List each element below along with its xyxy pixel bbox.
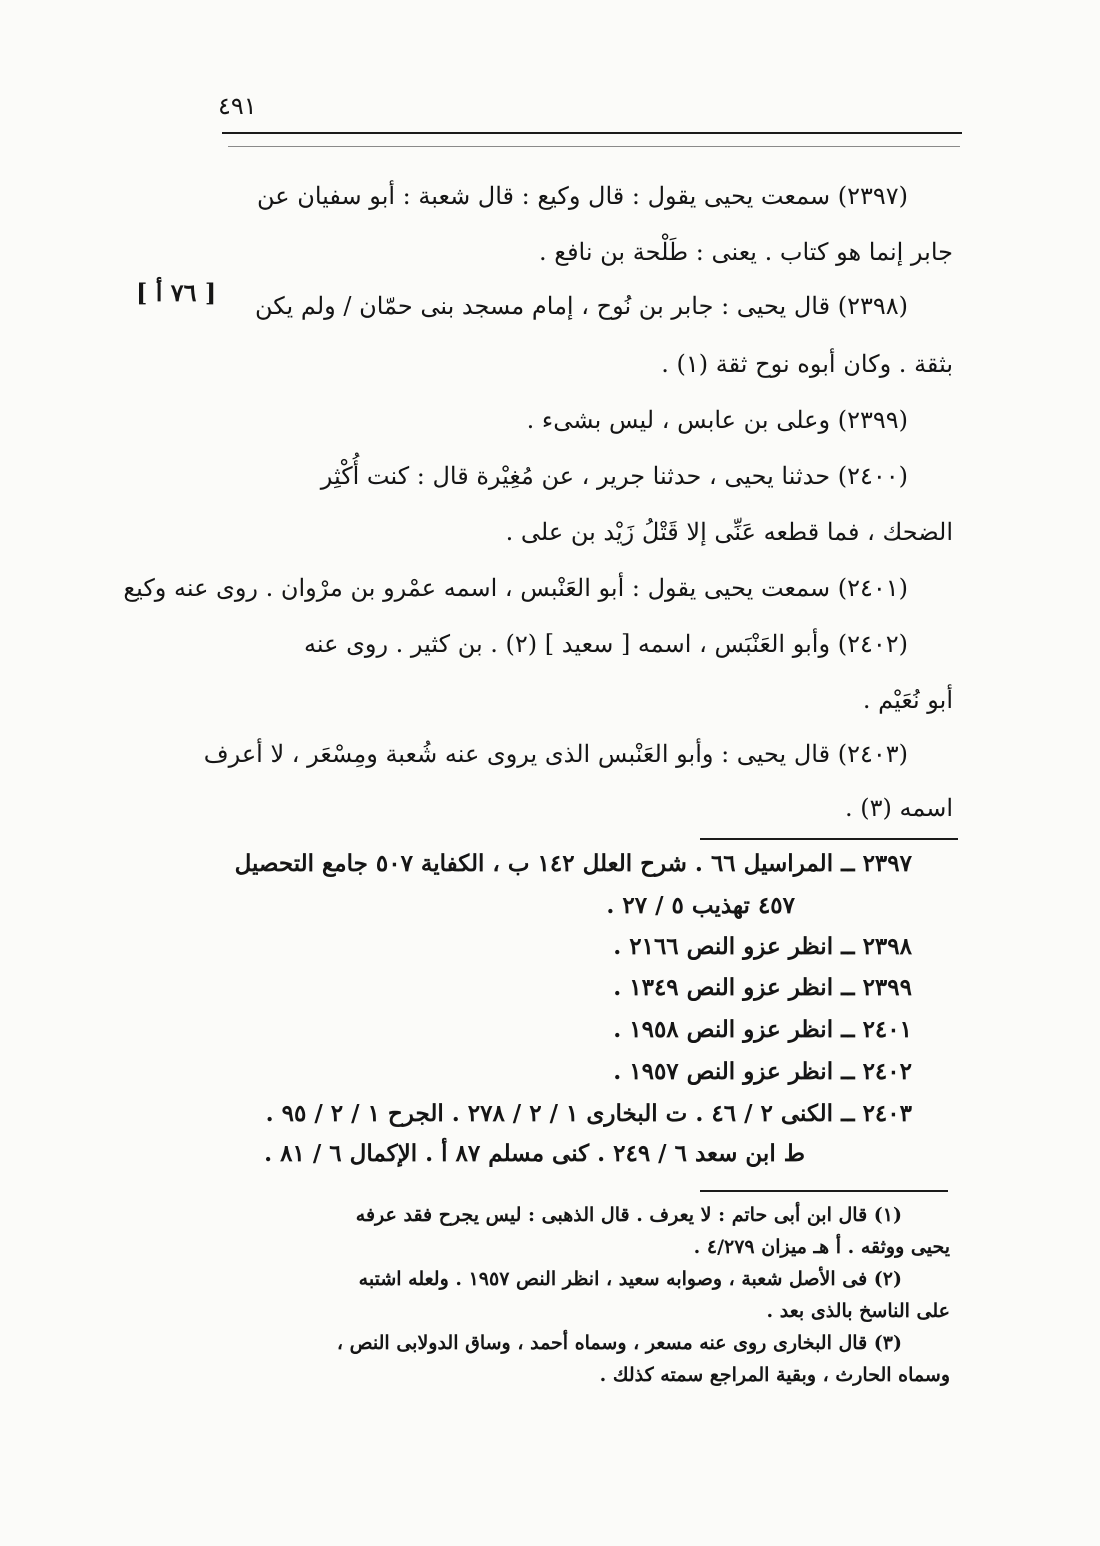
entry-2398-line-1: (٢٣٩٨) قال يحيى : جابر بن نُوح ، إمام مسجد بنى حمّان / ولم يكن (255, 292, 908, 320)
entry-2402-line-2: أبو نُعَيْم . (862, 686, 953, 714)
entry-2402-line-1: (٢٤٠٢) وأبو العَنْبَس ، اسمه [ سعيد ] (٢) . بن كثير . روى عنه (304, 630, 908, 658)
entry-2400-line-2: الضحك ، فما قطعه عَنِّى إلا قَتْلُ زَيْد بن على . (505, 518, 953, 546)
reference-line: ٢٣٩٩ ــ انظر عزو النص ١٣٤٩ . (613, 974, 912, 1001)
reference-line: ٢٣٩٧ ــ المراسيل ٦٦ . شرح العلل ١٤٢ ب ، الكفاية ٥٠٧ جامع التحصيل (234, 850, 912, 877)
footnote-1-line-2: يحيى ووثقه . أ هـ ميزان ٤/٢٧٩ . (693, 1236, 950, 1258)
entry-2397-line-2: جابر إنما هو كتاب . يعنى : طَلْحة بن نافع . (539, 238, 953, 266)
footnote-1-line-1: (١) قال ابن أبى حاتم : لا يعرف . قال الذهبى : ليس يجرح فقد عرفه (355, 1204, 902, 1226)
footnotes-rule (700, 1190, 948, 1192)
reference-line: ٢٣٩٨ ــ انظر عزو النص ٢١٦٦ . (613, 933, 912, 960)
footnote-3-line-1: (٣) قال البخارى روى عنه مسعر ، وسماه أحمد ، وساق الدولابى النص ، (336, 1332, 902, 1354)
page-number: ٤٩١ (218, 92, 257, 120)
margin-note: [ ٧٦ أ ] (136, 278, 217, 307)
entry-2399-line-1: (٢٣٩٩) وعلى بن عابس ، ليس بشىء . (526, 406, 908, 434)
references-rule (700, 838, 958, 840)
reference-line: ط ابن سعد ٦ / ٢٤٩ . كنى مسلم ٨٧ أ . الإكمال ٦ / ٨١ . (264, 1140, 805, 1167)
entry-2403-line-1: (٢٤٠٣) قال يحيى : وأبو العَنْبس الذى يروى عنه شُعبة ومِسْعَر ، لا أعرف (203, 740, 908, 768)
reference-line: ٤٥٧ تهذيب ٥ / ٢٧ . (606, 892, 795, 919)
entry-2400-line-1: (٢٤٠٠) حدثنا يحيى ، حدثنا جرير ، عن مُغِيْرة قال : كنت أُكْثِر (320, 462, 908, 490)
entry-2401-line-1: (٢٤٠١) سمعت يحيى يقول : أبو العَنْبس ، اسمه عمْرو بن مرْوان . روى عنه وكيع (123, 574, 908, 602)
reference-line: ٢٤٠١ ــ انظر عزو النص ١٩٥٨ . (613, 1016, 912, 1043)
footnote-2-line-2: على الناسخ بالذى بعد . (766, 1300, 950, 1322)
reference-line: ٢٤٠٢ ــ انظر عزو النص ١٩٥٧ . (613, 1058, 912, 1085)
footnote-3-line-2: وسماه الحارث ، وبقية المراجع سمته كذلك . (599, 1364, 950, 1386)
header-rule-thin (228, 146, 960, 147)
entry-2398-line-2: بثقة . وكان أبوه نوح ثقة (١) . (661, 350, 953, 378)
reference-line: ٢٤٠٣ ــ الكنى ٢ / ٤٦ . ت البخارى ١ / ٢ / ٢٧٨ . الجرح ١ / ٢ / ٩٥ . (265, 1100, 912, 1127)
entry-2397-line-1: (٢٣٩٧) سمعت يحيى يقول : قال وكيع : قال شعبة : أبو سفيان عن (257, 182, 908, 210)
footnote-2-line-1: (٢) فى الأصل شعبة ، وصوابه سعيد ، انظر النص ١٩٥٧ . ولعله اشتبه (358, 1268, 902, 1290)
entry-2403-line-2: اسمه (٣) . (844, 794, 953, 822)
header-rule (222, 132, 962, 134)
